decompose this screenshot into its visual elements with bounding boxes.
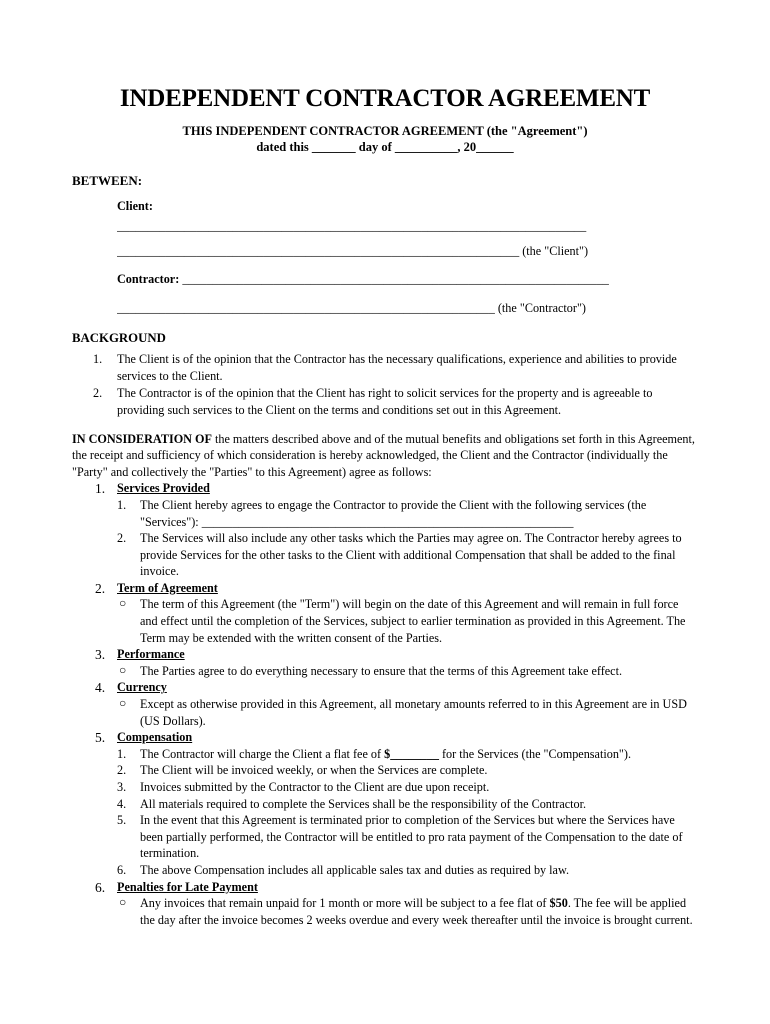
section-heading: Compensation bbox=[117, 730, 193, 745]
circle-bullet-icon: ○ bbox=[119, 696, 127, 711]
list-number: 2. bbox=[117, 531, 127, 546]
list-text: In the event that this Agreement is terminated prior to completion of the Services but where the Services have been partially performed, the Contractor will be entitled to pro rata payment of the Compensation to the date of termination. bbox=[140, 813, 683, 861]
contractor-label: Contractor: bbox=[117, 272, 180, 287]
fee-blank: $________ bbox=[384, 746, 439, 761]
list-item bbox=[117, 895, 698, 928]
list-item bbox=[117, 796, 698, 813]
section-currency bbox=[72, 679, 698, 729]
list-number: 2. bbox=[93, 386, 103, 401]
list-number: 1. bbox=[117, 746, 127, 761]
contractor-line-1: ______________________________________________________________________ bbox=[179, 272, 609, 287]
list-text: Invoices submitted by the Contractor to the Client are due upon receipt. bbox=[140, 780, 490, 794]
list-item bbox=[72, 385, 698, 418]
background-heading: BACKGROUND bbox=[72, 330, 166, 345]
list-text: . The fee will be applied the day after the invoice becomes 2 weeks overdue and every week thereafter until the invoice is brought current. bbox=[140, 896, 693, 927]
list-text: The Services will also include any other tasks which the Parties may agree on. The Contractor hereby agrees to provide Services for the other tasks to the Client with additional Compensation that shall be added to the final invoice. bbox=[140, 531, 682, 579]
list-item bbox=[117, 779, 698, 796]
section-performance bbox=[72, 646, 698, 679]
list-text: The Client is of the opinion that the Contractor has the necessary qualifications, experience and abilities to provide services to the Client. bbox=[117, 352, 677, 383]
list-item bbox=[117, 812, 698, 862]
list-number: 6. bbox=[117, 862, 127, 877]
list-number: 2. bbox=[117, 763, 127, 778]
list-item bbox=[117, 862, 698, 879]
list-text: Except as otherwise provided in this Agreement, all monetary amounts referred to in this Agreement are in USD (US Dollars). bbox=[140, 697, 687, 728]
sub-list bbox=[117, 895, 698, 928]
section-compensation bbox=[72, 729, 698, 878]
client-line-2: __________________________________________________________________ bbox=[117, 243, 520, 258]
list-number: 3. bbox=[117, 780, 127, 794]
section-heading: Currency bbox=[117, 680, 167, 695]
circle-bullet-icon: ○ bbox=[119, 662, 127, 677]
sub-list bbox=[117, 746, 698, 879]
list-text: The Contractor is of the opinion that the Client has right to solicit services for the property and is agreeable to providing such services to the Client on the terms and conditions set out in this Agreement. bbox=[117, 386, 653, 417]
list-text: Any invoices that remain unpaid for 1 month or more will be subject to a fee flat of bbox=[140, 896, 550, 911]
list-text: The Client will be invoiced weekly, or when the Services are complete. bbox=[140, 763, 488, 778]
list-number: 1. bbox=[117, 497, 127, 512]
list-text: All materials required to complete the Services shall be the responsibility of the Contractor. bbox=[140, 796, 587, 811]
subtitle-line-2: dated this _______ day of __________, 20______ bbox=[256, 140, 514, 154]
client-line-1: _____________________________________________________________________________ bbox=[117, 219, 587, 234]
list-number: 1. bbox=[93, 352, 103, 367]
section-heading: Services Provided bbox=[117, 481, 210, 496]
section-heading: Term of Agreement bbox=[117, 580, 218, 595]
contractor-row bbox=[117, 271, 698, 288]
client-suffix: (the "Client") bbox=[519, 243, 589, 258]
section-penalties-late-payment bbox=[72, 879, 698, 929]
list-item bbox=[117, 497, 698, 530]
list-text: for the Services (the "Compensation"). bbox=[438, 746, 631, 761]
sub-list bbox=[117, 497, 698, 580]
section-number: 1. bbox=[95, 481, 106, 497]
section-number: 2. bbox=[95, 580, 106, 596]
list-text: The Contractor will charge the Client a flat fee of bbox=[140, 746, 385, 761]
list-text: The Parties agree to do everything necessary to ensure that the terms of this Agreement take effect. bbox=[140, 663, 623, 678]
client-label: Client: bbox=[117, 198, 153, 213]
contractor-line-2: ______________________________________________________________ bbox=[117, 300, 495, 315]
consideration-text: the matters described above and of the mutual benefits and obligations set forth in this Agreement, the receipt and sufficiency of which consideration is hereby acknowledged, the Client and the Contractor (individually the "Party" and collectively the "Parties" to this Agreement) agree as follows: bbox=[72, 431, 695, 479]
late-fee-amount: $50 bbox=[549, 896, 568, 911]
section-term-of-agreement bbox=[72, 580, 698, 646]
document-title: INDEPENDENT CONTRACTOR AGREEMENT bbox=[119, 85, 651, 112]
list-item bbox=[117, 696, 698, 729]
list-text: The Client hereby agrees to engage the Contractor to provide the Client with the following services (the "Services"): _____________________________________________________________ bbox=[140, 497, 647, 529]
sub-list bbox=[117, 663, 698, 680]
section-number: 5. bbox=[95, 730, 106, 746]
consideration-bold: IN CONSIDERATION OF bbox=[72, 431, 212, 446]
sub-list bbox=[117, 596, 698, 646]
client-blank-line-1 bbox=[117, 218, 698, 235]
contractor-suffix: (the "Contractor") bbox=[494, 300, 586, 315]
list-item bbox=[117, 663, 698, 680]
circle-bullet-icon: ○ bbox=[119, 895, 127, 910]
sections-list bbox=[72, 480, 698, 928]
section-number: 6. bbox=[95, 879, 106, 895]
section-services-provided bbox=[72, 480, 698, 580]
list-item bbox=[117, 596, 698, 646]
section-heading: Penalties for Late Payment bbox=[117, 879, 258, 894]
list-text: The above Compensation includes all applicable sales tax and duties as required by law. bbox=[140, 862, 570, 877]
client-blank-line-2 bbox=[117, 243, 698, 260]
subtitle-line-1: THIS INDEPENDENT CONTRACTOR AGREEMENT (the "Agreement") bbox=[182, 124, 588, 138]
between-label: BETWEEN: bbox=[72, 173, 143, 188]
list-item bbox=[72, 351, 698, 384]
section-number: 3. bbox=[95, 647, 106, 663]
consideration-paragraph bbox=[72, 431, 698, 481]
list-item bbox=[117, 746, 698, 763]
list-item bbox=[117, 762, 698, 779]
section-heading: Performance bbox=[117, 647, 185, 662]
circle-bullet-icon: ○ bbox=[119, 596, 127, 611]
list-text: The term of this Agreement (the "Term") will begin on the date of this Agreement and will remain in full force and effect until the completion of the Services, subject to earlier termination as provided in this Agreement. The Term may be extended with the written consent of the Parties. bbox=[140, 597, 686, 645]
list-item bbox=[117, 530, 698, 580]
contractor-blank-line-2 bbox=[117, 300, 698, 317]
list-number: 5. bbox=[117, 813, 127, 828]
section-number: 4. bbox=[95, 680, 106, 696]
list-number: 4. bbox=[117, 796, 127, 811]
background-list bbox=[72, 351, 698, 418]
sub-list bbox=[117, 696, 698, 729]
